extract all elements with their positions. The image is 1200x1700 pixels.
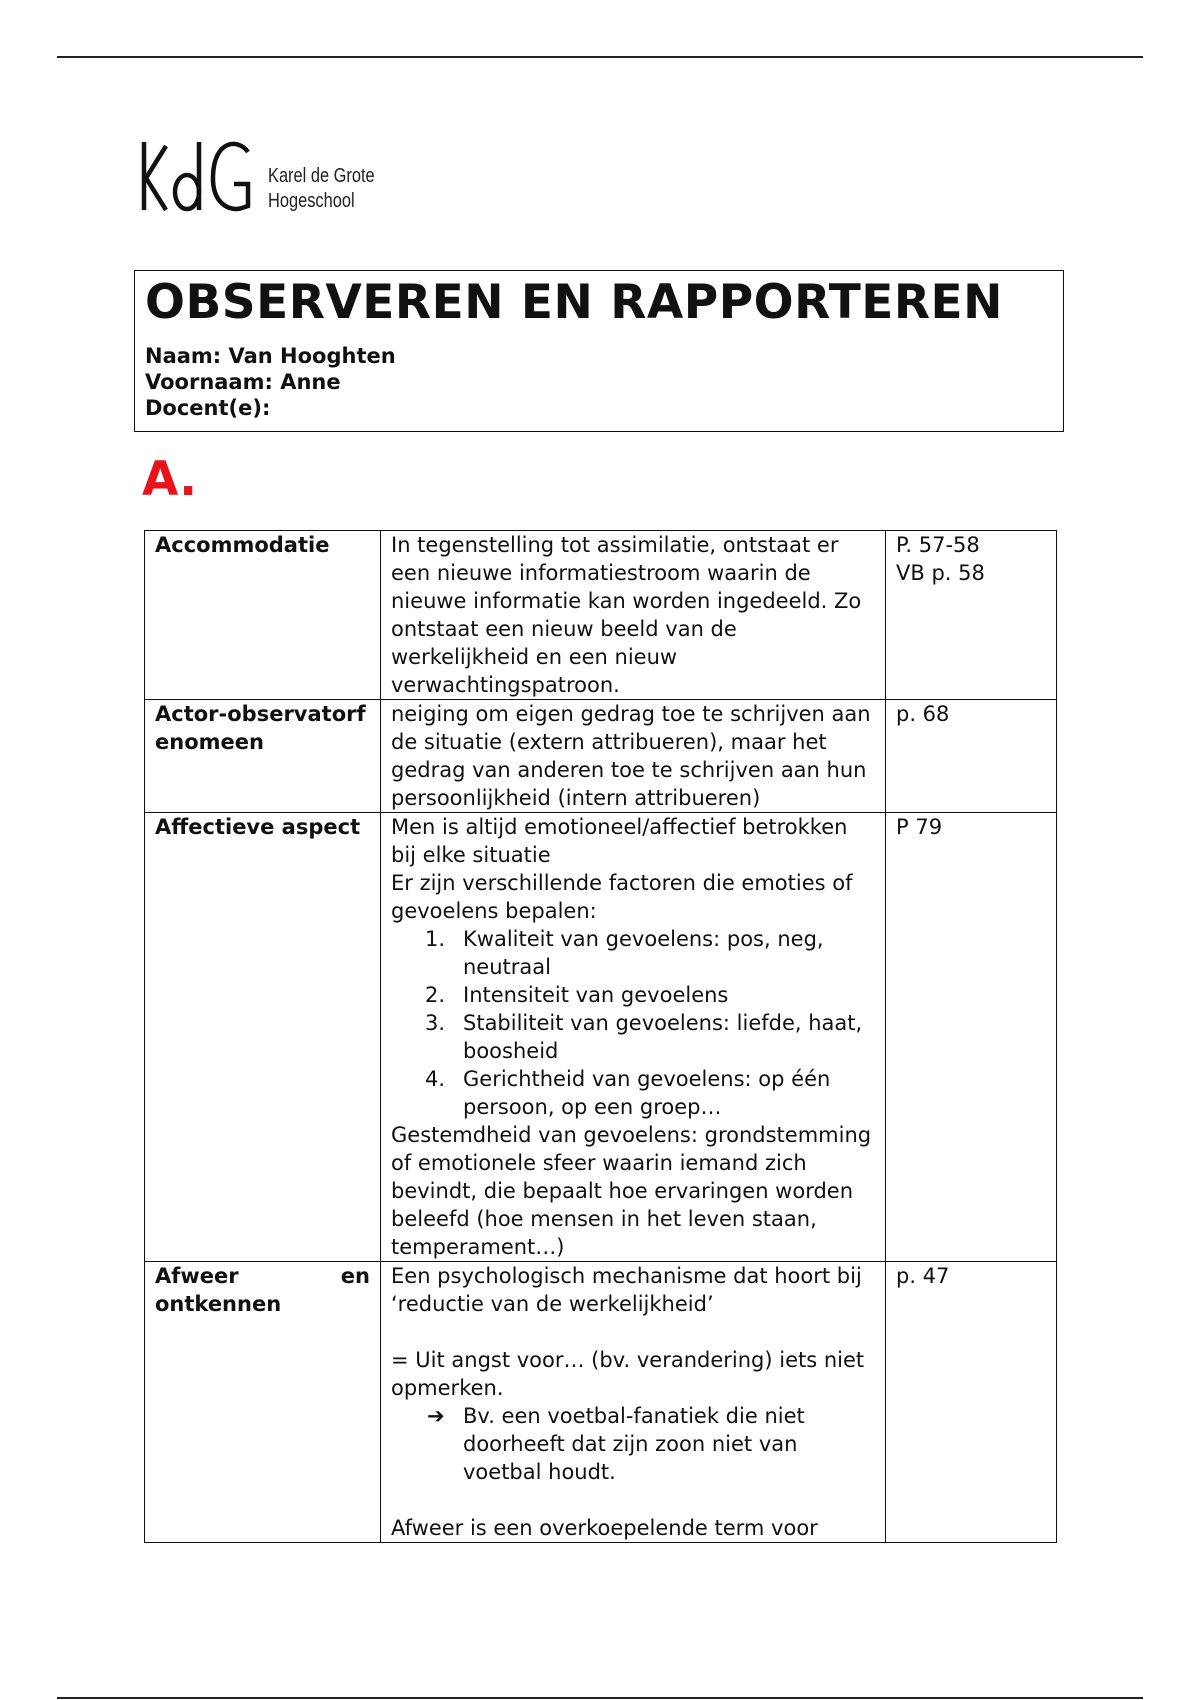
definition-cell — [381, 1262, 886, 1543]
definition-paragraph: = Uit angst voor… (bv. verandering) iets niet opmerken. — [391, 1348, 865, 1400]
document-title: OBSERVEREN EN RAPPORTEREN — [145, 275, 1003, 330]
header-box — [134, 270, 1064, 432]
list-text: Gerichtheid van gevoelens: op één persoon, op een groep… — [463, 1067, 831, 1119]
reference-cell: p. 68 — [886, 700, 1057, 813]
list-text: Intensiteit van gevoelens — [463, 983, 729, 1007]
docent-field: Docent(e): — [145, 396, 271, 420]
list-number: 3. — [425, 1011, 446, 1035]
section-heading: A. — [142, 452, 198, 507]
definition-cell: In tegenstelling tot assimilatie, ontstaat er een nieuwe informatiestroom waarin de nieuwe informatie kan worden ingedeeld. Zo ontstaat een nieuw beeld van de werkelijkheid en een nieuw verwachtingspatroon. — [381, 531, 886, 700]
voornaam-field: Voornaam: Anne — [145, 370, 341, 394]
term-cell: Accommodatie — [145, 531, 381, 700]
bottom-rule — [57, 1697, 1143, 1699]
list-item — [391, 1065, 875, 1121]
list-item — [391, 925, 875, 981]
list-text: Stabiliteit van gevoelens: liefde, haat, boosheid — [463, 1011, 863, 1063]
list-number: 4. — [425, 1067, 446, 1091]
arrow-right-icon: ➔ — [427, 1404, 445, 1428]
term-text: Actor-observatorfenomeen — [155, 702, 366, 754]
arrow-bullet — [391, 1402, 875, 1486]
reference-line: VB p. 58 — [896, 561, 985, 585]
term-text: ontkennen — [155, 1292, 282, 1316]
bullet-text: Bv. een voetbal-fanatiek die niet doorheeft dat zijn zoon niet van voetbal houdt. — [463, 1404, 805, 1484]
logo-wordmark — [268, 164, 375, 214]
term-cell — [145, 1262, 381, 1543]
list-text: Kwaliteit van gevoelens: pos, neg, neutraal — [463, 927, 824, 979]
table-row — [145, 531, 1057, 700]
list-number: 2. — [425, 983, 446, 1007]
definition-paragraph: Er zijn verschillende factoren die emoties of gevoelens bepalen: — [391, 871, 853, 923]
logo-line-2: Hogeschool — [268, 190, 355, 212]
list-number: 1. — [425, 927, 446, 951]
reference-cell: p. 47 — [886, 1262, 1057, 1543]
reference-line: P. 57-58 — [896, 533, 980, 557]
reference-cell: P 79 — [886, 813, 1057, 1262]
term-cell — [145, 700, 381, 813]
logo-line-1: Karel de Grote — [268, 165, 375, 187]
kdg-logo-mark — [140, 138, 258, 212]
definition-paragraph: Een psychologisch mechanisme dat hoort bij ‘reductie van de werkelijkheid’ — [391, 1264, 862, 1316]
naam-field: Naam: Van Hooghten — [145, 344, 396, 368]
term-cell: Affectieve aspect — [145, 813, 381, 1262]
term-text: Afweer en — [155, 1264, 370, 1288]
definition-cell — [381, 813, 886, 1262]
definition-paragraph: Men is altijd emotioneel/affectief betrokken bij elke situatie — [391, 815, 848, 867]
list-item — [391, 1009, 875, 1065]
table-row — [145, 813, 1057, 1262]
glossary-table — [144, 530, 1057, 1543]
definition-paragraph: Gestemdheid van gevoelens: grondstemming of emotionele sfeer waarin iemand zich bevindt, die bepaalt hoe ervaringen worden beleefd (hoe mensen in het leven staan, temperament…) — [391, 1123, 872, 1259]
definition-paragraph: Afweer is een overkoepelende term voor — [391, 1516, 818, 1540]
factor-list — [391, 925, 875, 1121]
list-item — [391, 981, 875, 1009]
reference-cell — [886, 531, 1057, 700]
table-row — [145, 1262, 1057, 1543]
definition-cell: neiging om eigen gedrag toe te schrijven aan de situatie (extern attribueren), maar het gedrag van anderen toe te schrijven aan hun persoonlijkheid (intern attribueren) — [381, 700, 886, 813]
student-info — [145, 343, 1053, 421]
table-row — [145, 700, 1057, 813]
kdg-logo — [140, 138, 400, 218]
top-rule — [57, 56, 1143, 58]
